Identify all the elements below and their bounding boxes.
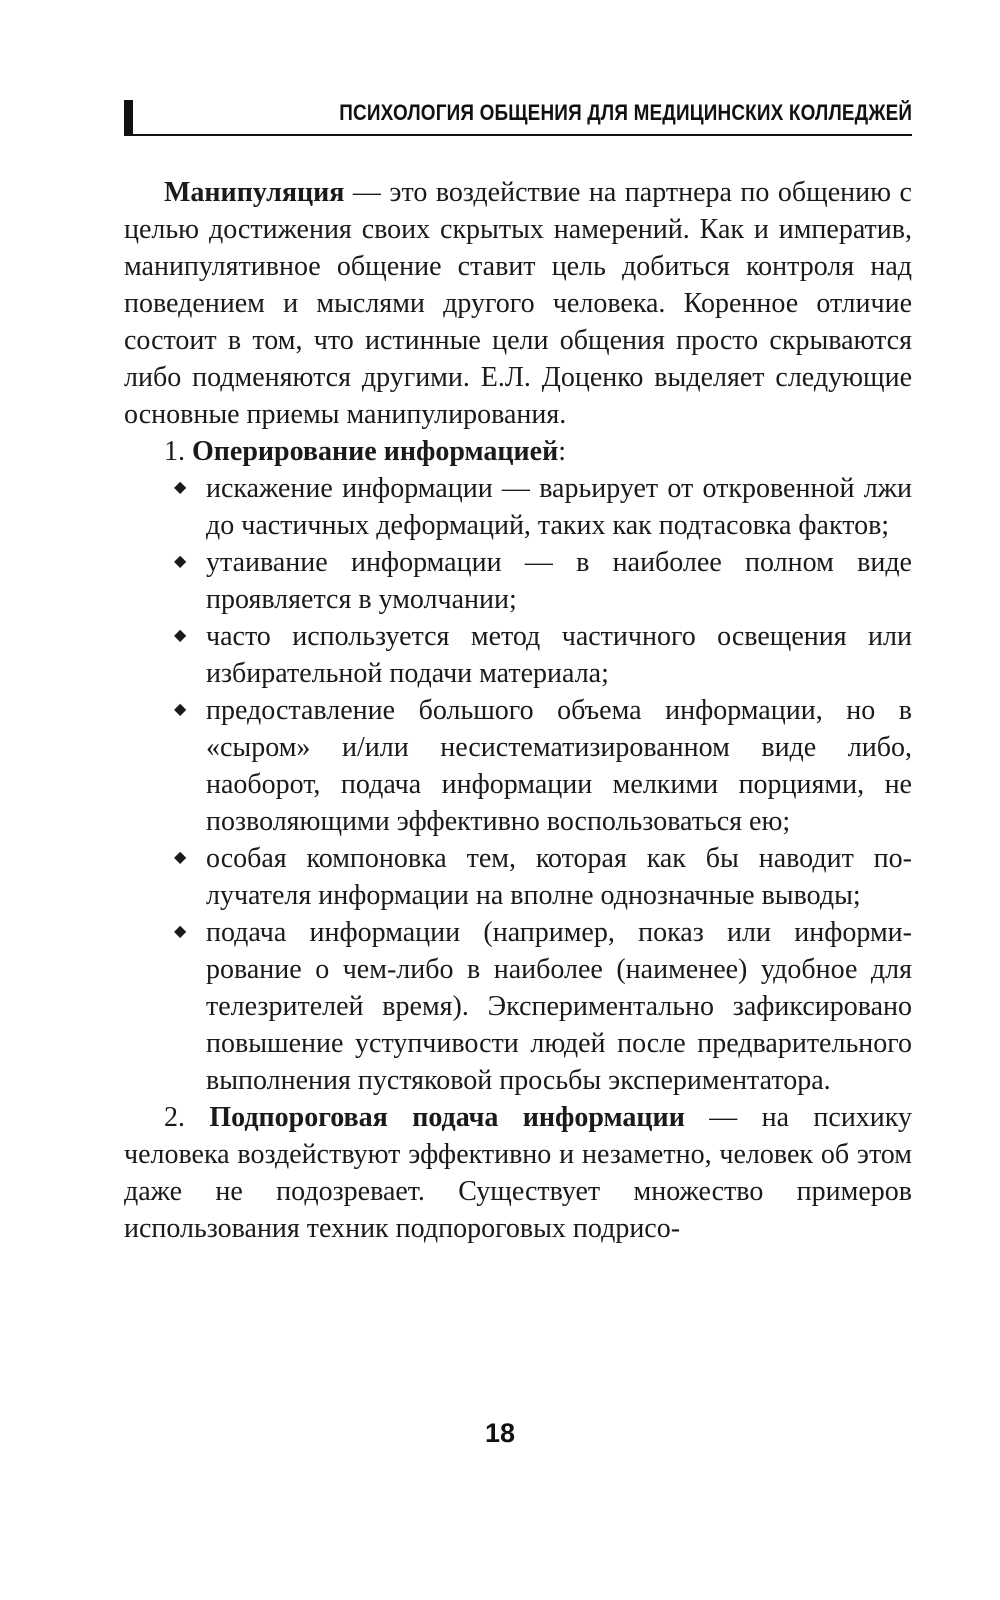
section1-bullet-list [124, 470, 912, 1099]
section2-text: — на психику человека воздействуют эффективно и незаметно, человек об этом даже не подозревает. Существует множество примеров использования техник подпороговых подрисо- [124, 1102, 912, 1244]
list-item [124, 618, 912, 692]
list-item [124, 840, 912, 914]
header-marker-bar [124, 100, 133, 136]
body-text [124, 174, 912, 1247]
diamond-bullet-icon: ◆ [174, 923, 187, 940]
list-item-text: подача информации (например, показ или информирование о чем-либо в наиболее (наименее) удобное для телезрителей время). Экспериментально зафиксировано повышение уступчивости людей после предварительного выполнения пустяковой просьбы экспериментатора. [206, 917, 912, 1096]
diamond-bullet-icon: ◆ [174, 701, 187, 718]
list-item [124, 692, 912, 840]
list-item [124, 544, 912, 618]
page-number: 18 [484, 1418, 516, 1448]
section2-number: 2. [164, 1102, 210, 1133]
term-manipulation: Манипуляция [164, 177, 345, 208]
diamond-bullet-icon: ◆ [174, 627, 187, 644]
list-item-text: предоставление большого объема информации, но в «сыром» и/или несистематизированном виде либо, наоборот, подача информации мелкими порциями, не позволяющими эффективно воспользоваться ею; [206, 695, 912, 837]
section1-title: Оперирование информацией [192, 436, 559, 467]
section1-number: 1. [164, 436, 192, 467]
list-item-text: искажение информации — варьирует от откровенной лжи до частичных деформаций, таких как подтасовка фактов; [206, 473, 912, 541]
list-item [124, 914, 912, 1099]
intro-text: — это воздействие на партнера по общению с целью достижения своих скрытых намерений. Как и императив, манипулятивное общение ставит цель добиться контроля над поведением и мыслями другого человека. Коренное отличие состоит в том, что истинные цели общения просто скрываются либо подменяются другими. Е.Л. Доценко выделяет следующие основные приемы манипулирования. [124, 177, 912, 430]
list-item-text: особая компоновка тем, которая как бы наводит получателя информации на вполне однозначные выводы; [206, 843, 912, 911]
header-title: ПСИХОЛОГИЯ ОБЩЕНИЯ ДЛЯ МЕДИЦИНСКИХ КОЛЛЕДЖЕЙ [339, 100, 912, 125]
list-item-text: утаивание информации — в наиболее полном виде проявляется в умолчании; [206, 547, 912, 615]
section1-suffix: : [558, 436, 567, 467]
header-rule [124, 134, 912, 136]
diamond-bullet-icon: ◆ [174, 553, 187, 570]
section2-paragraph [124, 1099, 912, 1247]
running-header [124, 92, 912, 136]
diamond-bullet-icon: ◆ [174, 849, 187, 866]
diamond-bullet-icon: ◆ [174, 479, 187, 496]
intro-paragraph [124, 174, 912, 433]
section2-title: Подпороговая подача информации [209, 1102, 685, 1133]
list-item [124, 470, 912, 544]
section1-heading [124, 433, 912, 470]
list-item-text: часто используется метод частичного освещения или избирательной подачи материала; [206, 621, 912, 689]
